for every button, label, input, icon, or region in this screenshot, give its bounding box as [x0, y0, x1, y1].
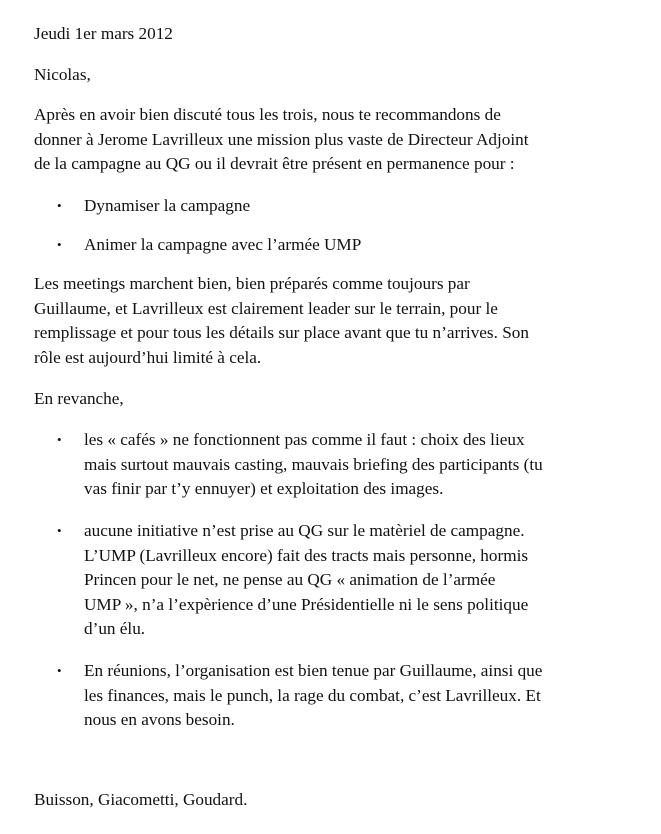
- issue-line: d’un élu.: [84, 619, 146, 639]
- issue-line: mais surtout mauvais casting, mauvais briefing des participants (tu: [84, 454, 543, 474]
- issue-text: [84, 428, 637, 502]
- letter-date: Jeudi 1er mars 2012: [34, 24, 173, 43]
- bullet-icon: •: [57, 198, 62, 213]
- meetings-line: Guillaume, et Lavrilleux est clairement leader sur le terrain, pour le: [34, 298, 498, 318]
- issue-line: les finances, mais le punch, la rage du combat, c’est Lavrilleux. Et: [84, 685, 541, 705]
- goal-item: [57, 233, 637, 258]
- issue-line: vas finir par t’y ennuyer) et exploitation des images.: [84, 479, 444, 499]
- letter-salutation: Nicolas,: [34, 65, 91, 84]
- intro-line: donner à Jerome Lavrilleux une mission plus vaste de Directeur Adjoint: [34, 129, 529, 149]
- letter-signature: Buisson, Giacometti, Goudard.: [34, 790, 248, 809]
- bullet-icon: •: [57, 663, 62, 678]
- intro-paragraph: [34, 103, 634, 177]
- issue-line: aucune initiative n’est prise au QG sur le matèriel de campagne.: [84, 521, 525, 540]
- bullet-icon: •: [57, 237, 62, 252]
- goal-text: Dynamiser la campagne: [84, 196, 251, 215]
- goal-item: [57, 194, 637, 219]
- intro-line: Après en avoir bien discuté tous les trois, nous te recommandons de: [34, 105, 501, 124]
- issue-item: [57, 428, 637, 502]
- issue-line: nous en avons besoin.: [84, 710, 235, 730]
- meetings-line: remplissage et pour tous les détails sur place avant que tu n’arrives. Son: [34, 323, 529, 343]
- issue-line: L’UMP (Lavrilleux encore) fait des tracts mais personne, hormis: [84, 545, 529, 565]
- issue-line: En réunions, l’organisation est bien tenue par Guillaume, ainsi que: [84, 661, 543, 680]
- issue-line: UMP », n’a l’expèrience d’une Présidentielle ni le sens politique: [84, 594, 529, 614]
- bullet-icon: •: [57, 523, 62, 538]
- bullet-icon: •: [57, 432, 62, 447]
- issue-text: [84, 519, 637, 642]
- issue-text: [84, 659, 637, 733]
- issue-line: Princen pour le net, ne pense au QG « animation de l’armée: [84, 570, 496, 590]
- issue-item: [57, 519, 637, 642]
- issue-item: [57, 659, 637, 733]
- issue-line: les « cafés » ne fonctionnent pas comme il faut : choix des lieux: [84, 430, 525, 449]
- goal-text: Animer la campagne avec l’armée UMP: [84, 235, 362, 254]
- intro-line: de la campagne au QG ou il devrait être présent en permanence pour :: [34, 154, 515, 174]
- meetings-line: rôle est aujourd’hui limité à cela.: [34, 347, 262, 367]
- meetings-line: Les meetings marchent bien, bien préparés comme toujours par: [34, 274, 470, 293]
- meetings-paragraph: [34, 272, 634, 370]
- transition-paragraph: En revanche,: [34, 389, 124, 408]
